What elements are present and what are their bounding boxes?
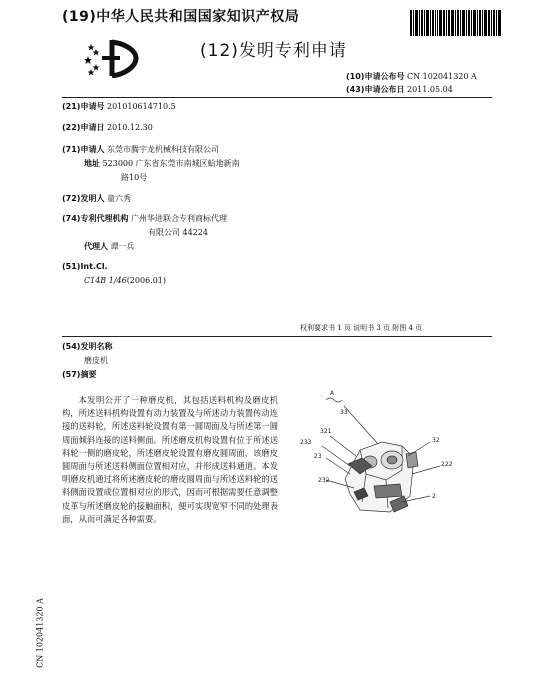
patent-agency-line1: 广州华进联合专利商标代理 bbox=[131, 214, 227, 223]
publication-number-label: (10)申请公布号 bbox=[346, 72, 405, 81]
abstract-text: 本发明公开了一种磨皮机，其包括送料机构及磨皮机构，所述送料机构设置有动力装置及与所述动力装置传动连接的送料轮，所述送料轮设置有第一圆周面及与所述第一圆周面倾斜连接的送料侧面。所述磨皮机构设置有位于所述送料轮一侧的磨皮轮，所述磨皮轮设置有磨皮圆周面，该磨皮圆周面与所述送料侧面位置相对应，并形成送料通道。本发明磨皮机通过将所述磨皮轮的磨皮圆周面与所述送料轮的送料侧面设置成位置相对应的形式，因而可根据需要任意调整皮革与所述磨皮轮的接触面积，便可实现宽窄不同的处理表面，从而可满足各种需要。 bbox=[62, 395, 278, 524]
applicant-value: 东莞市腾宇龙机械科技有限公司 bbox=[107, 145, 219, 154]
side-publication-number-text: CN 102041320 A bbox=[35, 598, 45, 668]
figure-label-a: A bbox=[330, 390, 335, 397]
publication-date-label: (43)申请公布日 bbox=[346, 85, 405, 94]
title-label-text: (54)发明名称 bbox=[62, 342, 113, 351]
side-publication-number bbox=[34, 593, 46, 673]
agent bbox=[84, 240, 135, 254]
title-label bbox=[62, 340, 112, 354]
address-label: 地址 bbox=[84, 159, 100, 168]
filing-date-value: 2010.12.30 bbox=[107, 123, 153, 132]
publication-number bbox=[346, 71, 477, 82]
section-mark bbox=[326, 398, 342, 402]
figure-label-23: 23 bbox=[314, 453, 322, 460]
address-line1: 523000 广东省东莞市南城区蛤地新南 bbox=[102, 159, 240, 168]
document-type: (12)发明专利申请 bbox=[200, 41, 347, 61]
inventor-label: (72)发明人 bbox=[62, 194, 105, 203]
abstract-label-text: (57)摘要 bbox=[62, 370, 97, 379]
patent-agency-line2: 有限公司 44224 bbox=[148, 228, 208, 237]
int-cl-label bbox=[62, 260, 108, 274]
figure-label-2: 2 bbox=[432, 493, 436, 500]
figure-label-233: 233 bbox=[300, 439, 312, 446]
figure-label-321: 321 bbox=[320, 428, 332, 435]
address bbox=[84, 157, 240, 171]
agent-label: 代理人 bbox=[84, 242, 108, 251]
patent-agency-label: (74)专利代理机构 bbox=[62, 214, 129, 223]
patent-office-logo bbox=[84, 38, 142, 78]
figure-label-222: 222 bbox=[441, 461, 453, 468]
int-cl-year: (2006.01) bbox=[126, 276, 167, 285]
page-counts-divider bbox=[62, 336, 492, 337]
address-line2: 路10号 bbox=[121, 173, 148, 182]
invention-title: 磨皮机 bbox=[84, 356, 108, 365]
int-cl-code: C14B 1/46 bbox=[84, 276, 127, 285]
inventor bbox=[62, 192, 131, 206]
publication-number-value: CN 102041320 A bbox=[407, 72, 477, 81]
office-name: (19)中华人民共和国国家知识产权局 bbox=[62, 9, 300, 25]
application-number-value: 201010614710.5 bbox=[107, 102, 176, 111]
application-number-label: (21)申请号 bbox=[62, 102, 105, 111]
filing-date-label: (22)申请日 bbox=[62, 123, 105, 132]
applicant-label: (71)申请人 bbox=[62, 145, 105, 154]
abstract-label bbox=[62, 368, 96, 382]
applicant bbox=[62, 143, 219, 157]
int-cl bbox=[84, 274, 166, 288]
application-number bbox=[62, 100, 176, 114]
page-counts: 权利要求书 1 页 说明书 3 页 附图 4 页 bbox=[300, 324, 423, 332]
inventor-value: 童六秀 bbox=[107, 194, 131, 203]
barcode bbox=[410, 10, 502, 36]
filing-date bbox=[62, 121, 153, 135]
int-cl-label-text: (51)Int.Cl. bbox=[62, 262, 108, 271]
figure-label-32: 32 bbox=[432, 437, 440, 444]
header-divider bbox=[62, 97, 492, 98]
publication-date-value: 2011.05.04 bbox=[407, 85, 453, 94]
figure-label-232: 232 bbox=[318, 477, 330, 484]
agent-value: 谭一兵 bbox=[110, 242, 135, 251]
publication-date bbox=[346, 84, 453, 95]
figure-label-33: 33 bbox=[340, 409, 348, 416]
abstract-figure bbox=[290, 384, 465, 519]
patent-agency bbox=[62, 212, 227, 226]
